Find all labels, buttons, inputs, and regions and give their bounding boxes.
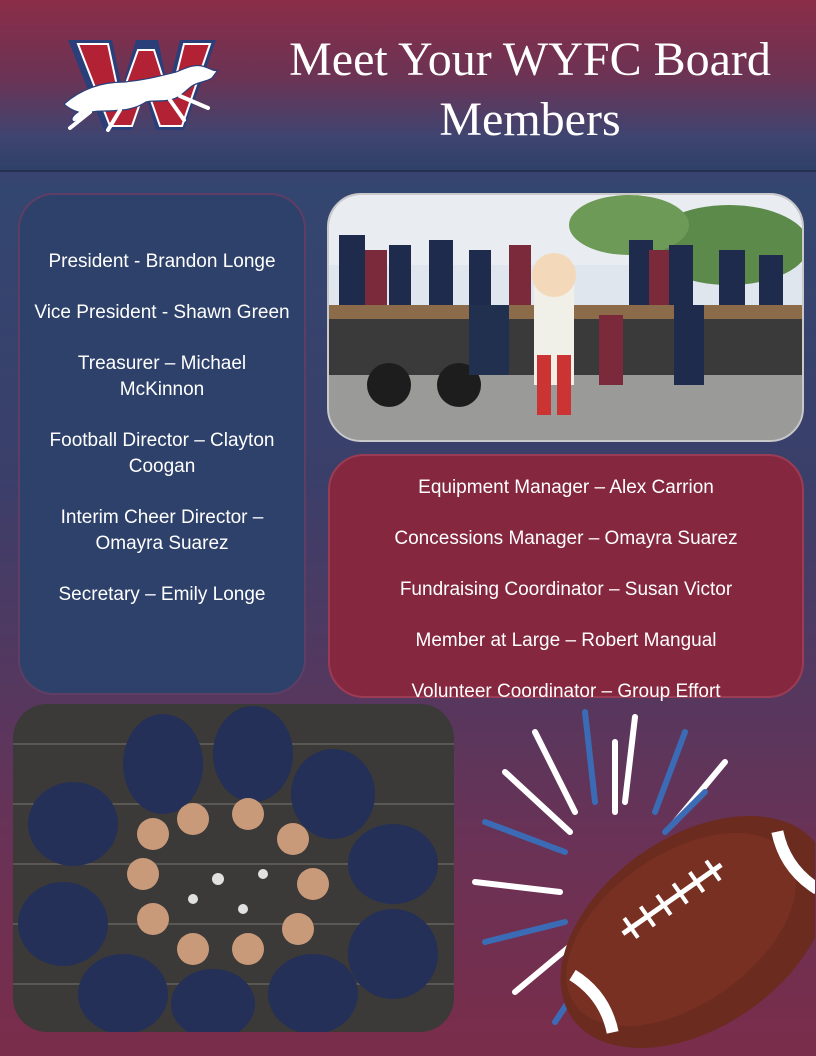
cheer-photo-image: [13, 704, 454, 1032]
page-header: [0, 0, 816, 172]
board-member-vice-president: Vice President - Shawn Green: [34, 302, 290, 323]
board-list-left: [18, 193, 306, 695]
cheer-photo: [13, 704, 454, 1032]
board-list-right: [328, 454, 804, 702]
parade-photo-image: [329, 195, 804, 442]
football-icon: [465, 702, 815, 1054]
pompom-football-graphic: [465, 702, 815, 1054]
title-line-1: Meet Your WYFC Board: [289, 33, 771, 86]
board-member-concessions-manager: Concessions Manager – Omayra Suarez: [394, 527, 738, 549]
page-title: [250, 30, 810, 150]
board-member-secretary: Secretary – Emily Longe: [58, 584, 266, 605]
parade-photo: [327, 193, 804, 442]
board-member-fundraising-coordinator: Fundraising Coordinator – Susan Victor: [399, 578, 733, 600]
board-member-member-at-large: Member at Large – Robert Mangual: [415, 629, 717, 651]
board-member-football-director: Football Director – Clayton Coogan: [49, 430, 275, 477]
board-member-equipment-manager: Equipment Manager – Alex Carrion: [418, 476, 714, 498]
title-line-2: Members: [439, 93, 621, 146]
board-member-volunteer-coordinator: Volunteer Coordinator – Group Effort: [411, 680, 721, 702]
board-member-treasurer: Treasurer – Michael McKinnon: [77, 353, 247, 400]
board-member-president: President - Brandon Longe: [48, 251, 276, 272]
board-member-cheer-director: Interim Cheer Director – Omayra Suarez: [60, 507, 264, 554]
w-greyhound-logo-icon: [60, 30, 222, 142]
